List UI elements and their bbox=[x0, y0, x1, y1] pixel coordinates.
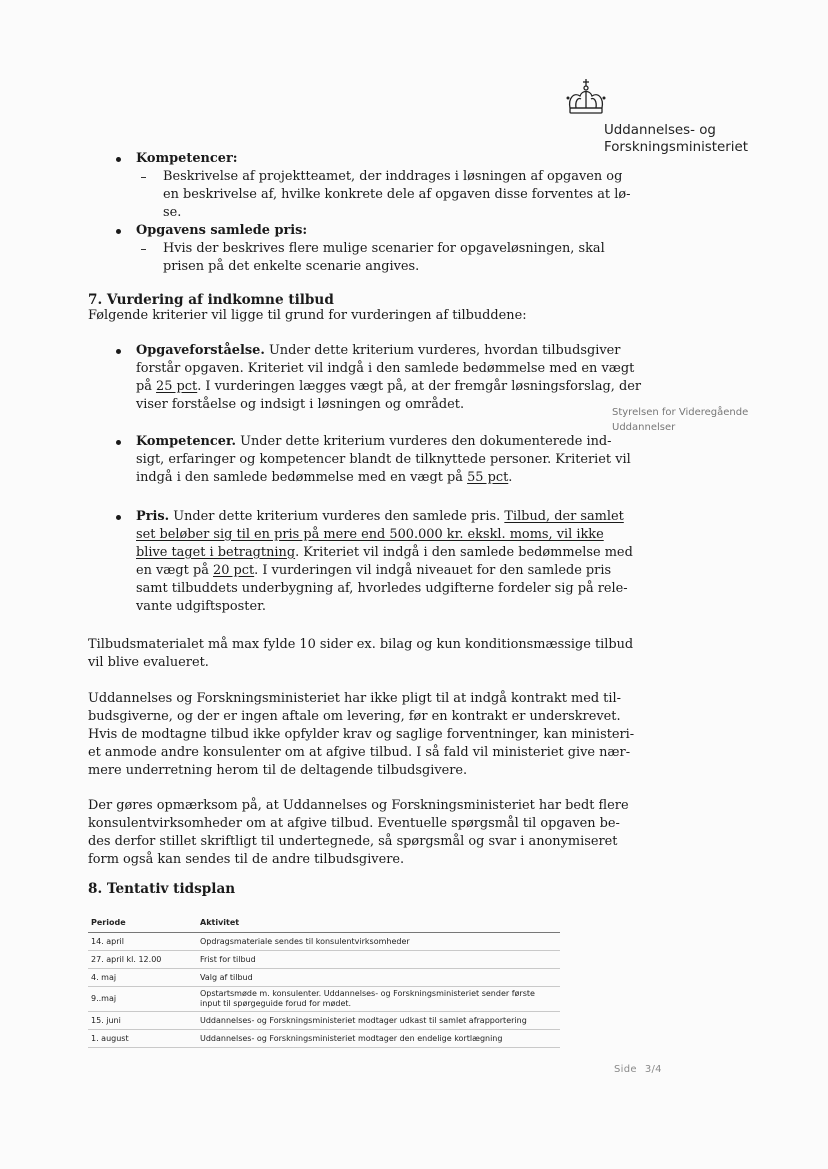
criterion-text: . bbox=[508, 470, 513, 485]
agency-name bbox=[612, 406, 792, 435]
paragraph-line: form også kan sendes til de andre tilbudsgivere. bbox=[88, 852, 405, 867]
criterion-text: en vægt på bbox=[136, 563, 213, 578]
criterion-text: Under dette kriterium vurderes den dokumenterede ind- bbox=[236, 434, 612, 449]
activity-line: input til spørgeguide forud for mødet. bbox=[200, 999, 352, 1008]
criterion-text: Under dette kriterium vurderes, hvordan tilbudsgiver bbox=[264, 343, 621, 358]
criterion-line bbox=[136, 562, 611, 580]
column-header: Periode bbox=[88, 913, 197, 933]
weight-value: 20 pct bbox=[213, 563, 255, 578]
activity-cell: Frist for tilbud bbox=[197, 951, 560, 969]
criterion-text: . Kriteriet vil indgå i den samlede bedømmelse med bbox=[295, 545, 633, 560]
table-header-row bbox=[88, 913, 560, 933]
criterion-text: på bbox=[136, 379, 157, 394]
period-cell: 1. august bbox=[88, 1030, 197, 1048]
period-cell: 27. april kl. 12.00 bbox=[88, 951, 197, 969]
weight-value: 55 pct bbox=[467, 470, 509, 485]
dash-icon bbox=[141, 249, 146, 250]
ministry-name bbox=[604, 122, 794, 156]
list-item-title: Opgavens samlede pris: bbox=[136, 223, 308, 238]
criterion-line: sigt, erfaringer og kompetencer blandt de tilknyttede personer. Kriteriet vil bbox=[136, 452, 631, 467]
page-label: Side bbox=[614, 1064, 637, 1075]
table-row bbox=[88, 987, 560, 1012]
criterion-line bbox=[136, 469, 512, 487]
criterion-underlined: Tilbud, der samlet bbox=[504, 509, 624, 524]
table-row bbox=[88, 1030, 560, 1048]
criterion-title: Opgaveforståelse. bbox=[136, 343, 265, 358]
agency-line-1: Styrelsen for Videregående bbox=[612, 407, 749, 418]
section-heading: 8. Tentativ tidsplan bbox=[88, 881, 236, 897]
paragraph-line: Hvis de modtagne tilbud ikke opfylder krav og saglige forventninger, kan ministeri- bbox=[88, 727, 635, 742]
activity-cell: Valg af tilbud bbox=[197, 969, 560, 987]
table-row bbox=[88, 969, 560, 987]
paragraph-line: konsulentvirksomheder om at afgive tilbud. Eventuelle spørgsmål til opgaven be- bbox=[88, 816, 620, 831]
section-heading: 7. Vurdering af indkomne tilbud bbox=[88, 292, 334, 308]
weight-value: 25 pct bbox=[156, 379, 198, 394]
criterion-text: . I vurderingen vil indgå niveauet for den samlede pris bbox=[254, 563, 612, 578]
list-item-title: Kompetencer: bbox=[136, 151, 238, 166]
criterion-title: Kompetencer. bbox=[136, 434, 237, 449]
agency-line-2: Uddannelser bbox=[612, 421, 676, 433]
bullet-icon bbox=[116, 157, 121, 162]
criterion-text: . I vurderingen lægges vægt på, at der fremgår løsningsforslag, der bbox=[197, 379, 642, 394]
criterion-line bbox=[136, 544, 633, 562]
paragraph-line: budsgiverne, og der er ingen aftale om levering, før en kontrakt er underskrevet. bbox=[88, 709, 621, 724]
activity-cell: Uddannelses- og Forskningsministeriet modtager udkast til samlet afrapportering bbox=[197, 1012, 560, 1030]
paragraph-line: Der gøres opmærksom på, at Uddannelses og Forskningsministeriet har bedt flere bbox=[88, 798, 629, 813]
activity-cell: Uddannelses- og Forskningsministeriet modtager den endelige kortlægning bbox=[197, 1030, 560, 1048]
table-row bbox=[88, 951, 560, 969]
table-row bbox=[88, 1012, 560, 1030]
page-number bbox=[614, 1064, 662, 1075]
table-row bbox=[88, 933, 560, 951]
activity-cell: Opdragsmateriale sendes til konsulentvirksomheder bbox=[197, 933, 560, 951]
list-item-text: se. bbox=[163, 205, 182, 220]
criterion-title: Pris. bbox=[136, 509, 170, 524]
criterion-line: forstår opgaven. Kriteriet vil indgå i den samlede bedømmelse med en vægt bbox=[136, 361, 635, 376]
criterion-text: Under dette kriterium vurderes den samlede pris. bbox=[169, 509, 505, 524]
period-cell: 15. juni bbox=[88, 1012, 197, 1030]
paragraph-line: des derfor stillet skriftligt til undertegnede, så spørgsmål og svar i anonymiseret bbox=[88, 834, 618, 849]
ministry-line-1: Uddannelses- og bbox=[604, 123, 716, 138]
criterion-line bbox=[136, 433, 612, 451]
dash-icon bbox=[141, 177, 146, 178]
paragraph-line: Uddannelses og Forskningsministeriet har ikke pligt til at indgå kontrakt med til- bbox=[88, 691, 621, 706]
criterion-underlined: blive taget i betragtning bbox=[136, 545, 296, 560]
bullet-icon bbox=[116, 229, 121, 234]
criterion-line: viser forståelse og indsigt i løsningen og området. bbox=[136, 397, 465, 412]
period-cell: 4. maj bbox=[88, 969, 197, 987]
period-cell: 9..maj bbox=[88, 987, 197, 1012]
criterion-line: vante udgiftsposter. bbox=[136, 599, 266, 614]
paragraph-line: Tilbudsmaterialet må max fylde 10 sider ex. bilag og kun konditionsmæssige tilbud bbox=[88, 637, 634, 652]
period-cell: 14. april bbox=[88, 933, 197, 951]
list-item-text: en beskrivelse af, hvilke konkrete dele af opgaven disse forventes at lø- bbox=[163, 187, 631, 202]
criterion-line bbox=[136, 378, 641, 396]
bullet-icon bbox=[116, 349, 121, 354]
list-item-text: Beskrivelse af projektteamet, der inddrages i løsningen af opgaven og bbox=[163, 169, 623, 184]
paragraph-line: vil blive evalueret. bbox=[88, 655, 209, 670]
activity-line: Opstartsmøde m. konsulenter. Uddannelses- og Forskningsministeriet sender første bbox=[200, 989, 535, 998]
criterion-line bbox=[136, 342, 620, 360]
schedule-table bbox=[88, 913, 560, 1048]
ministry-line-2: Forskningsministeriet bbox=[604, 140, 748, 155]
criterion-underlined: set beløber sig til en pris på mere end 500.000 kr. ekskl. moms, vil ikke bbox=[136, 527, 604, 542]
criterion-text: indgå i den samlede bedømmelse med en vægt på bbox=[136, 470, 468, 485]
page-value: 3/4 bbox=[644, 1064, 662, 1075]
paragraph-line: et anmode andre konsulenter om at afgive tilbud. I så fald vil ministeriet give nær- bbox=[88, 745, 631, 760]
list-item-text: Hvis der beskrives flere mulige scenarier for opgaveløsningen, skal bbox=[163, 241, 605, 256]
criterion-line bbox=[136, 526, 604, 544]
criterion-line bbox=[136, 508, 624, 526]
column-header: Aktivitet bbox=[197, 913, 560, 933]
bullet-icon bbox=[116, 440, 121, 445]
crown-icon bbox=[564, 78, 608, 116]
activity-cell bbox=[197, 987, 560, 1012]
bullet-icon bbox=[116, 515, 121, 520]
section-intro: Følgende kriterier vil ligge til grund for vurderingen af tilbuddene: bbox=[88, 308, 527, 323]
list-item-text: prisen på det enkelte scenarie angives. bbox=[163, 259, 420, 274]
paragraph-line: mere underretning herom til de deltagende tilbudsgivere. bbox=[88, 763, 468, 778]
criterion-line: samt tilbuddets underbygning af, hvorledes udgifterne fordeler sig på rele- bbox=[136, 581, 628, 596]
